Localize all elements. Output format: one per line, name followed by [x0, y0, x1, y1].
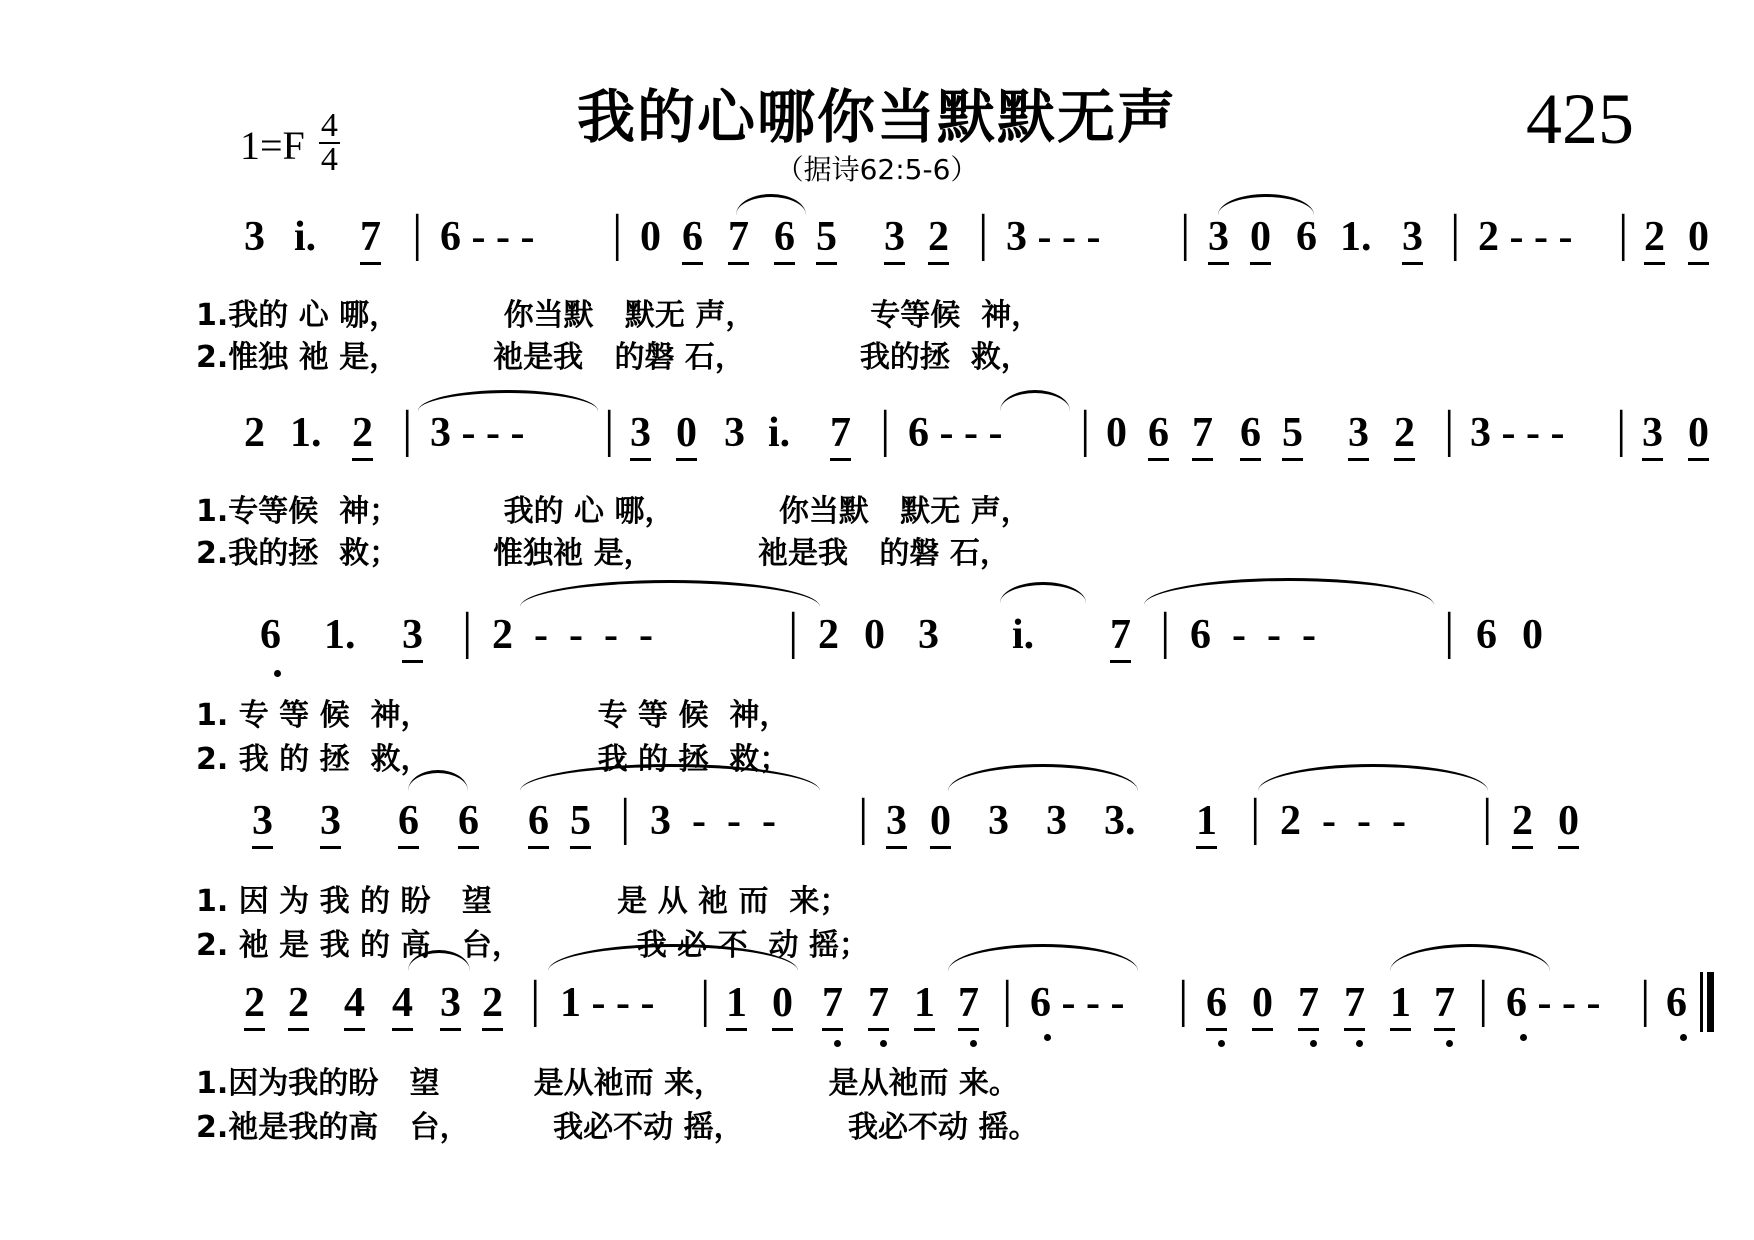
note: 2 - - - -: [492, 612, 653, 658]
music-system-3: [0, 594, 1754, 777]
octave-dot-below: [970, 1040, 977, 1047]
barline: |: [1160, 603, 1171, 660]
octave-dot-below: [1218, 1040, 1225, 1047]
slur-icon: [1258, 764, 1488, 791]
note: 6 - - -: [440, 214, 535, 260]
lyric-verse-1: 1.因为我的盼 望 是从祂而 来， 是从祂而 来。: [196, 1066, 1019, 1101]
barline: |: [402, 401, 413, 458]
note: 0: [1250, 216, 1271, 265]
note: 6: [1148, 412, 1169, 461]
barline: |: [858, 789, 869, 846]
final-barline: [1700, 972, 1714, 1032]
slur-icon: [736, 194, 806, 215]
note: 7: [728, 216, 749, 265]
note: 7: [958, 982, 979, 1031]
barline: |: [1450, 205, 1461, 262]
note: 4: [344, 982, 365, 1031]
note: 1: [1390, 982, 1411, 1031]
note: 0: [1558, 800, 1579, 849]
barline: |: [1616, 401, 1627, 458]
barline: |: [1482, 789, 1493, 846]
barline: |: [1180, 205, 1191, 262]
slur-icon: [1000, 582, 1086, 603]
note: 2: [288, 982, 309, 1031]
note: 3: [1208, 216, 1229, 265]
note: 4: [392, 982, 413, 1031]
barline: |: [1250, 789, 1261, 846]
note: 3: [402, 614, 423, 663]
note: 3: [630, 412, 651, 461]
note: 6 - - -: [908, 410, 1003, 456]
note: 6: [1296, 214, 1317, 260]
octave-dot-below: [1044, 1034, 1051, 1041]
note: 3: [724, 410, 745, 456]
octave-dot-below: [1356, 1040, 1363, 1047]
note: 5: [570, 800, 591, 849]
note: 2: [352, 412, 373, 461]
page-title: 我的心哪你当默默无声: [576, 83, 1177, 151]
note: 3: [1046, 798, 1067, 844]
lyric-verse-2: 2. 我 的 拯 救， 我 的 拯 救；: [196, 742, 790, 777]
note: i.: [768, 410, 791, 456]
note: 2: [928, 216, 949, 265]
note: 3: [1402, 216, 1423, 265]
barline: |: [1002, 971, 1013, 1028]
barline: |: [530, 971, 541, 1028]
note: 3: [884, 216, 905, 265]
lyric-verse-2: 2.惟独 祂 是， 祂是我 的磐 石， 我的拯 救，: [196, 340, 1031, 375]
music-system-5: [0, 962, 1754, 1145]
note: 0: [1688, 216, 1709, 265]
note: 7: [1434, 982, 1455, 1031]
note: 3: [244, 214, 265, 260]
barline: |: [462, 603, 473, 660]
lyric-verse-1: 1. 专 等 候 神， 专 等 候 神，: [196, 698, 790, 733]
note: 3 - - -: [1470, 410, 1565, 456]
note: 7: [868, 982, 889, 1031]
note: 1.: [1340, 214, 1372, 260]
barline: |: [880, 401, 891, 458]
note: 7: [1110, 614, 1131, 663]
note: 1: [726, 982, 747, 1031]
note: 6: [774, 216, 795, 265]
note: 1: [1196, 800, 1217, 849]
note: 6: [398, 800, 419, 849]
barline: |: [700, 971, 711, 1028]
notation-row-3: [0, 594, 1754, 666]
note: 2 - - -: [1478, 214, 1573, 260]
note: 0: [676, 412, 697, 461]
octave-dot-below: [274, 670, 281, 677]
note: 7: [360, 216, 381, 265]
octave-dot-below: [834, 1040, 841, 1047]
hymn-number: 425: [1526, 79, 1634, 159]
notation-row-2: [0, 396, 1754, 468]
note: 0: [1688, 412, 1709, 461]
note: 6 - - -: [1506, 980, 1601, 1026]
note: 3: [1348, 412, 1369, 461]
slur-icon: [1218, 194, 1314, 215]
barline: |: [412, 205, 423, 262]
note: 2: [244, 410, 265, 456]
barline: |: [1618, 205, 1629, 262]
music-system-2: [0, 396, 1754, 571]
time-signature-numerator: 4: [320, 107, 338, 144]
octave-dot-below: [1680, 1034, 1687, 1041]
note: 7: [1192, 412, 1213, 461]
note: 3: [252, 800, 273, 849]
note: 7: [830, 412, 851, 461]
barline: |: [1640, 971, 1651, 1028]
lyric-verse-1: 1. 因 为 我 的 盼 望 是 从 祂 而 来；: [196, 884, 850, 919]
note: 6 - - -: [1190, 612, 1316, 658]
note: 3: [1642, 412, 1663, 461]
note: 3 - - -: [430, 410, 525, 456]
barline: |: [978, 205, 989, 262]
slur-icon: [1000, 390, 1070, 411]
note: 0: [772, 982, 793, 1031]
notation-row-4: [0, 780, 1754, 852]
lyric-verse-2: 2.我的拯 救； 惟独祂 是， 祂是我 的磐 石，: [196, 536, 1010, 571]
note: 3 - - -: [650, 798, 776, 844]
note: 7: [1344, 982, 1365, 1031]
slur-icon: [1390, 944, 1550, 971]
note: 2: [818, 612, 839, 658]
note: 3.: [1104, 798, 1136, 844]
note: 6: [260, 612, 281, 658]
note: 7: [822, 982, 843, 1031]
lyric-verse-1: 1.我的 心 哪， 你当默 默无 声， 专等候 神，: [196, 298, 1042, 333]
note: 6: [1476, 612, 1497, 658]
music-system-4: [0, 780, 1754, 963]
note: 6: [1206, 982, 1227, 1031]
barline: |: [1080, 401, 1091, 458]
barline: |: [612, 205, 623, 262]
note: 0: [1252, 982, 1273, 1031]
note: 3: [440, 982, 461, 1031]
note: i.: [1012, 612, 1035, 658]
note: 0: [864, 612, 885, 658]
note: 2: [1512, 800, 1533, 849]
note: 2: [1644, 216, 1665, 265]
note: 2: [244, 982, 265, 1031]
note: 7: [1298, 982, 1319, 1031]
note: 1.: [290, 410, 322, 456]
note: 6: [528, 800, 549, 849]
barline: |: [604, 401, 615, 458]
octave-dot-below: [1446, 1040, 1453, 1047]
note: 6: [1240, 412, 1261, 461]
slur-icon: [948, 764, 1138, 791]
note: 6: [682, 216, 703, 265]
slur-icon: [418, 390, 598, 411]
note: 0: [1106, 410, 1127, 456]
note: 3: [988, 798, 1009, 844]
note: 2: [482, 982, 503, 1031]
note: 3: [918, 612, 939, 658]
note: 3: [320, 800, 341, 849]
key-signature-text: 1=F: [240, 122, 305, 168]
note: 3: [886, 800, 907, 849]
barline: |: [1444, 401, 1455, 458]
note: 1 - - -: [560, 980, 655, 1026]
slur-icon: [520, 580, 820, 607]
note: 6 - - -: [1030, 980, 1125, 1026]
barline: |: [1444, 603, 1455, 660]
note: 1: [914, 982, 935, 1031]
note: 2: [1394, 412, 1415, 461]
note: 0: [930, 800, 951, 849]
note: 2 - - -: [1280, 798, 1406, 844]
note: 5: [816, 216, 837, 265]
barline: |: [1478, 971, 1489, 1028]
time-signature-denominator: 4: [320, 141, 338, 179]
lyric-verse-2: 2. 祂 是 我 的 高 台， 我 必 不 动 摇；: [196, 928, 869, 963]
note: 1.: [324, 612, 356, 658]
music-system-1: [0, 200, 1754, 375]
octave-dot-below: [1520, 1034, 1527, 1041]
notation-row-1: [0, 200, 1754, 272]
slur-icon: [1144, 578, 1434, 605]
note: 5: [1282, 412, 1303, 461]
notation-row-5: [0, 962, 1754, 1034]
note: 6: [1666, 980, 1687, 1026]
barline: |: [1178, 971, 1189, 1028]
slur-icon: [948, 944, 1138, 971]
note: 6: [458, 800, 479, 849]
note: 0: [1522, 612, 1543, 658]
octave-dot-below: [1310, 1040, 1317, 1047]
barline: |: [788, 603, 799, 660]
barline: |: [620, 789, 631, 846]
note: 0: [640, 214, 661, 260]
octave-dot-below: [880, 1040, 887, 1047]
lyric-verse-2: 2.祂是我的高 台， 我必不动 摇， 我必不动 摇。: [196, 1110, 1039, 1145]
note: 3 - - -: [1006, 214, 1101, 260]
page-subtitle: （据诗62:5-6）: [775, 153, 979, 186]
note: i.: [294, 214, 317, 260]
lyric-verse-1: 1.专等候 神； 我的 心 哪， 你当默 默无 声，: [196, 494, 1031, 529]
